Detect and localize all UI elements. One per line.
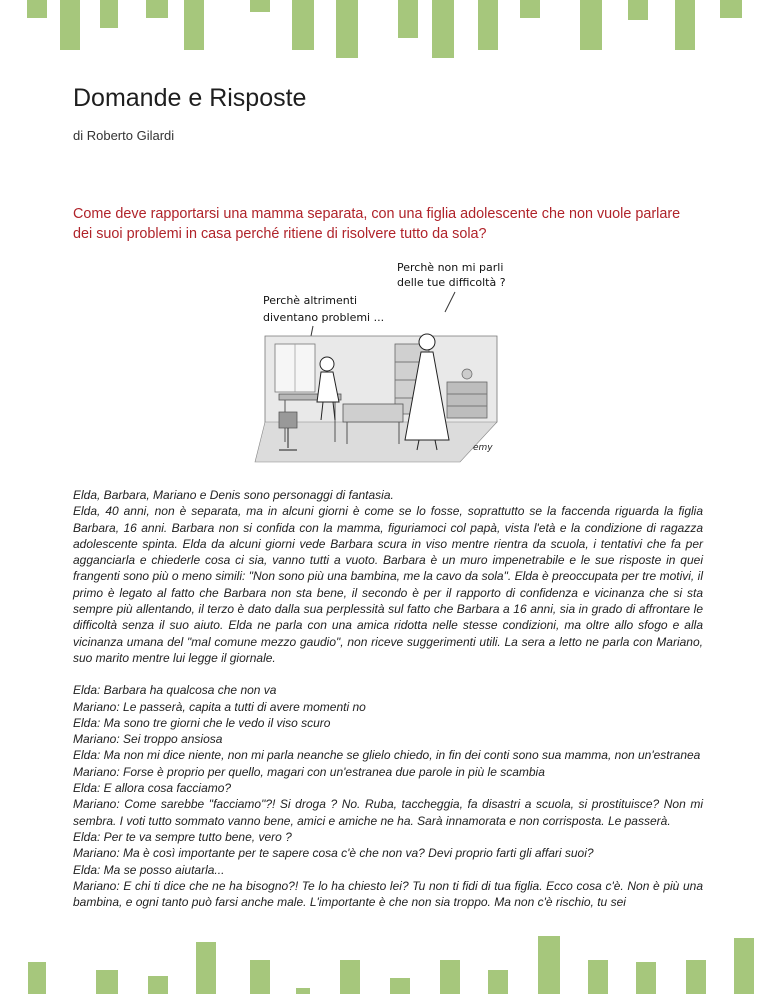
cartoon-illustration [235, 252, 513, 474]
decor-bar [734, 938, 754, 994]
decor-bar [675, 0, 695, 50]
decor-bar [100, 0, 118, 28]
intro-paragraph: Elda, 40 anni, non è separata, ma in alcuni giorni è come se lo fosse, soprattutto se la faccenda riguarda la figlia Barbara, 16 anni. Barbara non si confida con la mamma, figuriamoci col papà, vista l'età e la condizione di ragazza adolescente spinta. Elda da alcuni giorni vede Barbara scura in viso mentre rientra da scuola, i tentativi che fa per agganciarla e chiederle cosa ci sia, vanno tutti a vuoto. Barbara è un muro impenetrabile e le sue risposte in quei frangenti sono più o meno simili: "Non sono più una bambina, me la cavo da sola". Elda è preoccupata per tre motivi, il primo è legato al fatto che Barbara non sta bene, il secondo è per il rapporto di confidenza e vicinanza che si sta sempre più allentando, il terzo è dato dalla sua perplessità sul fatto che Barbara a 16 anni, sia in grado di affrontare le difficoltà senza il suo aiuto. Elda ne parla con una amica ridotta nelle stesse condizioni, ma oltre allo sfogo e alla vicinanza umana del "mal comune mezzo gaudio", non riceve suggerimenti utili. La sera a letto ne parla con Mariano, suo marito mentre lui legge il giornale. [73, 504, 703, 665]
author-byline: di Roberto Gilardi [73, 128, 175, 143]
bubble-left-line2: diventano problemi ... [263, 311, 385, 324]
page-title: Domande e Risposte [73, 84, 307, 112]
paragraph-spacer [73, 666, 703, 682]
bottom-decorative-bars [0, 932, 768, 994]
decor-bar [292, 0, 314, 50]
dialogue-line: Elda: E allora cosa facciamo? [73, 781, 232, 796]
decor-bar [28, 962, 46, 994]
bubble-left-line1: Perchè altrimenti [263, 294, 358, 307]
decor-bar [336, 0, 358, 58]
decor-bar [720, 0, 742, 18]
decor-bar [96, 970, 118, 994]
decor-bar [146, 0, 168, 18]
bubble-right-line1: Perchè non mi parli [397, 261, 504, 274]
decor-bar [340, 960, 360, 994]
dialogue-line: Mariano: Le passerà, capita a tutti di avere momenti no [73, 699, 366, 714]
dialogue-line: Mariano: Ma è così importante per te sapere cosa c'è che non va? Devi proprio farti gli affari suoi? [73, 846, 594, 861]
decor-bar [390, 978, 410, 994]
decor-bar [686, 960, 706, 994]
dialogue-line: Mariano: E chi ti dice che ne ha bisogno?! Te lo ha chiesto lei? Tu non ti fidi di tua figlia. Ecco cosa c'è. Non è più una bambina, e ogni tanto può farsi anche male. L'importante è che non sia troppo. Ma non c'è rischio, tu sei [73, 878, 703, 910]
decor-bar [538, 936, 560, 994]
decor-bar [588, 960, 608, 994]
decor-bar [478, 0, 498, 50]
top-decorative-bars [0, 0, 768, 62]
question-heading: Come deve rapportarsi una mamma separata, con una figlia adolescente che non vuole parlare dei suoi problemi in casa perché ritiene di risolvere tutto da sola? [73, 206, 681, 242]
decor-bar [488, 970, 508, 994]
dialogue-line: Elda: Ma non mi dice niente, non mi parla neanche se glielo chiedo, in fin dei conti sono sua mamma, non un'estranea [73, 748, 701, 763]
dialogue-line: Mariano: Forse è proprio per quello, magari con un'estranea due parole in più le scambia [73, 764, 545, 779]
decor-bar [636, 962, 656, 994]
decor-bar [27, 0, 47, 18]
decor-bar [148, 976, 168, 994]
cartoonist-signature: emy [473, 443, 493, 453]
decor-bar [440, 960, 460, 994]
decor-bar [628, 0, 648, 20]
decor-bar [196, 942, 216, 994]
decor-bar [580, 0, 602, 50]
intro-paragraph: Elda, Barbara, Mariano e Denis sono personaggi di fantasia. [73, 488, 394, 502]
dialogue-line: Mariano: Sei troppo ansiosa [73, 732, 223, 747]
decor-bar [250, 0, 270, 12]
bubble-right-line2: delle tue difficoltà ? [397, 276, 506, 289]
article-body [73, 487, 703, 910]
dialogue-line: Elda: Ma se posso aiutarla... [73, 862, 225, 877]
dialogue-line: Mariano: Come sarebbe "facciamo"?! Si droga ? No. Ruba, taccheggia, fa disastri a scuola, si prostituisce? Non mi sembra. I voti tutto sommato vanno bene, amici e amiche ne ha. Sarà innamorata e non corrisposta. Le passerà. [73, 797, 703, 828]
dialogue-line: Elda: Per te va sempre tutto bene, vero ? [73, 829, 292, 844]
decor-bar [520, 0, 540, 18]
dialogue-line: Elda: Ma sono tre giorni che le vedo il viso scuro [73, 715, 331, 730]
decor-bar [184, 0, 204, 50]
dialogue-line: Elda: Barbara ha qualcosa che non va [73, 683, 277, 698]
decor-bar [296, 988, 310, 994]
decor-bar [398, 0, 418, 38]
decor-bar [250, 960, 270, 994]
decor-bar [432, 0, 454, 58]
decor-bar [60, 0, 80, 50]
